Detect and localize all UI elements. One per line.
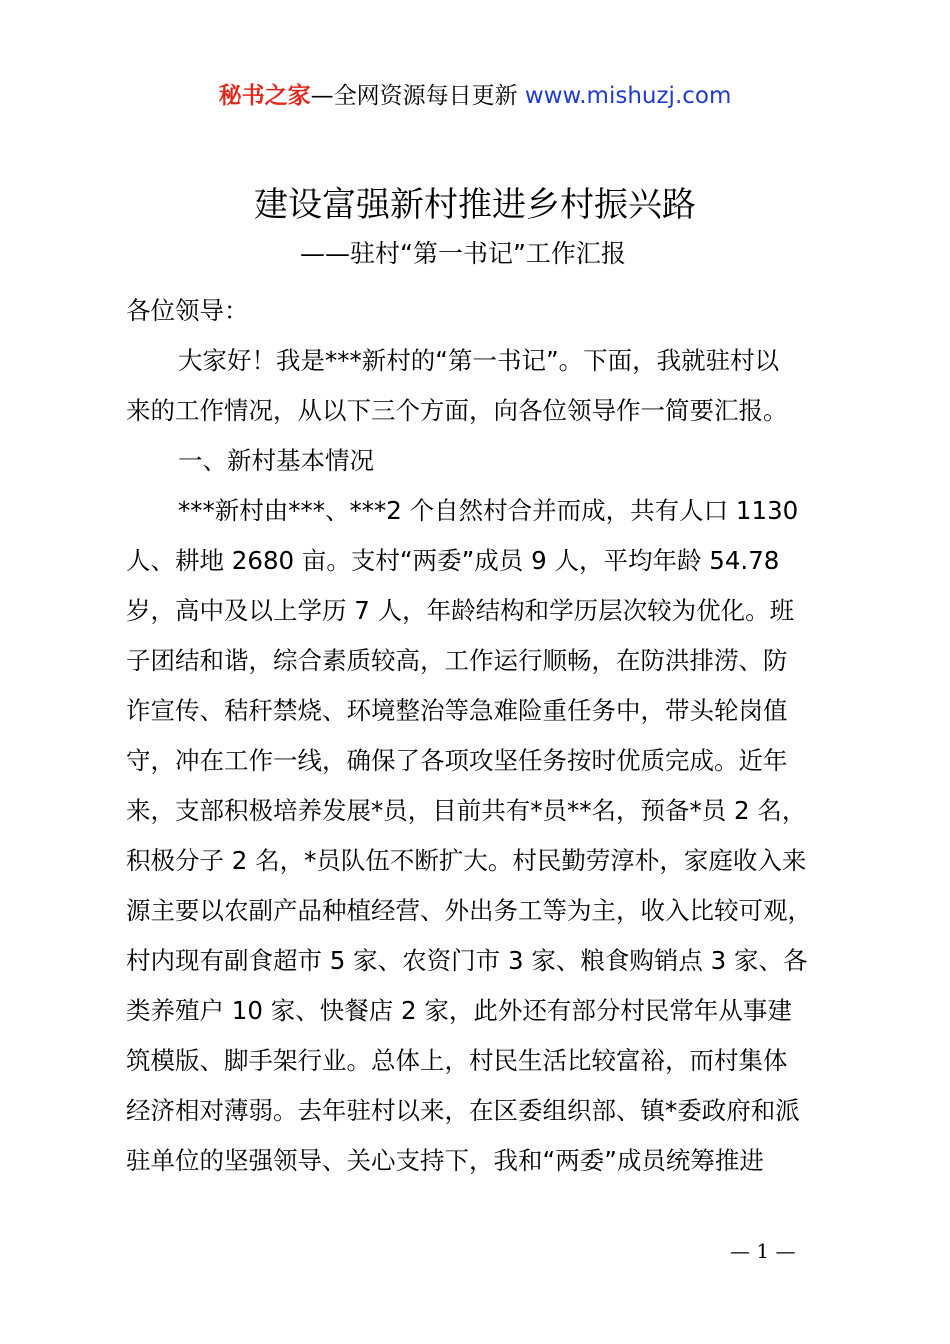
body-line: 经济相对薄弱。去年驻村以来，在区委组织部、镇*委政府和派 [126,1096,800,1125]
body-line: 子团结和谐，综合素质较高，工作运行顺畅，在防洪排涝、防 [126,646,788,675]
document-body [126,286,842,1186]
body-line: 驻单位的坚强领导、关心支持下，我和“两委”成员统筹推进 [126,1146,764,1175]
site-tagline: —全网资源每日更新 [310,83,518,109]
section-heading: 一、新村基本情况 [178,446,374,475]
body-line: ***新村由***、***2 个自然村合并而成，共有人口 1130 [178,496,799,525]
body-line: 岁，高中及以上学历 7 人，年龄结构和学历层次较为优化。班 [126,596,795,625]
document-title: 建设富强新村推进乡村振兴路 [254,185,696,225]
body-line: 积极分子 2 名，*员队伍不断扩大。村民勤劳淳朴，家庭收入来 [126,846,807,875]
body-line: 人、耕地 2680 亩。支村“两委”成员 9 人，平均年龄 54.78 [126,546,780,575]
document-subtitle: ——驻村“第一书记”工作汇报 [300,239,626,268]
site-url-link[interactable]: www.mishuzj.com [524,83,732,109]
body-line: 筑模版、脚手架行业。总体上，村民生活比较富裕，而村集体 [126,1046,788,1075]
body-line: 源主要以农副产品种植经营、外出务工等为主，收入比较可观， [126,896,812,925]
body-line: 类养殖户 10 家、快餐店 2 家，此外还有部分村民常年从事建 [126,996,792,1025]
site-banner [0,80,950,112]
body-line: 来的工作情况，从以下三个方面，向各位领导作一简要汇报。 [126,396,788,425]
body-line: 来，支部积极培养发展*员，目前共有*员**名，预备*员 2 名， [126,796,807,825]
site-brand: 秘书之家 [218,83,311,109]
body-line: 诈宣传、秸秆禁烧、环境整治等急难险重任务中，带头轮岗值 [126,696,788,725]
salutation: 各位领导： [126,296,249,325]
page-number: — 1 — [730,1239,796,1263]
body-line: 大家好！我是***新村的“第一书记”。下面，我就驻村以 [178,346,780,375]
body-line: 村内现有副食超市 5 家、农资门市 3 家、粮食购销点 3 家、各 [126,946,808,975]
body-line: 守，冲在工作一线，确保了各项攻坚任务按时优质完成。近年 [126,746,788,775]
